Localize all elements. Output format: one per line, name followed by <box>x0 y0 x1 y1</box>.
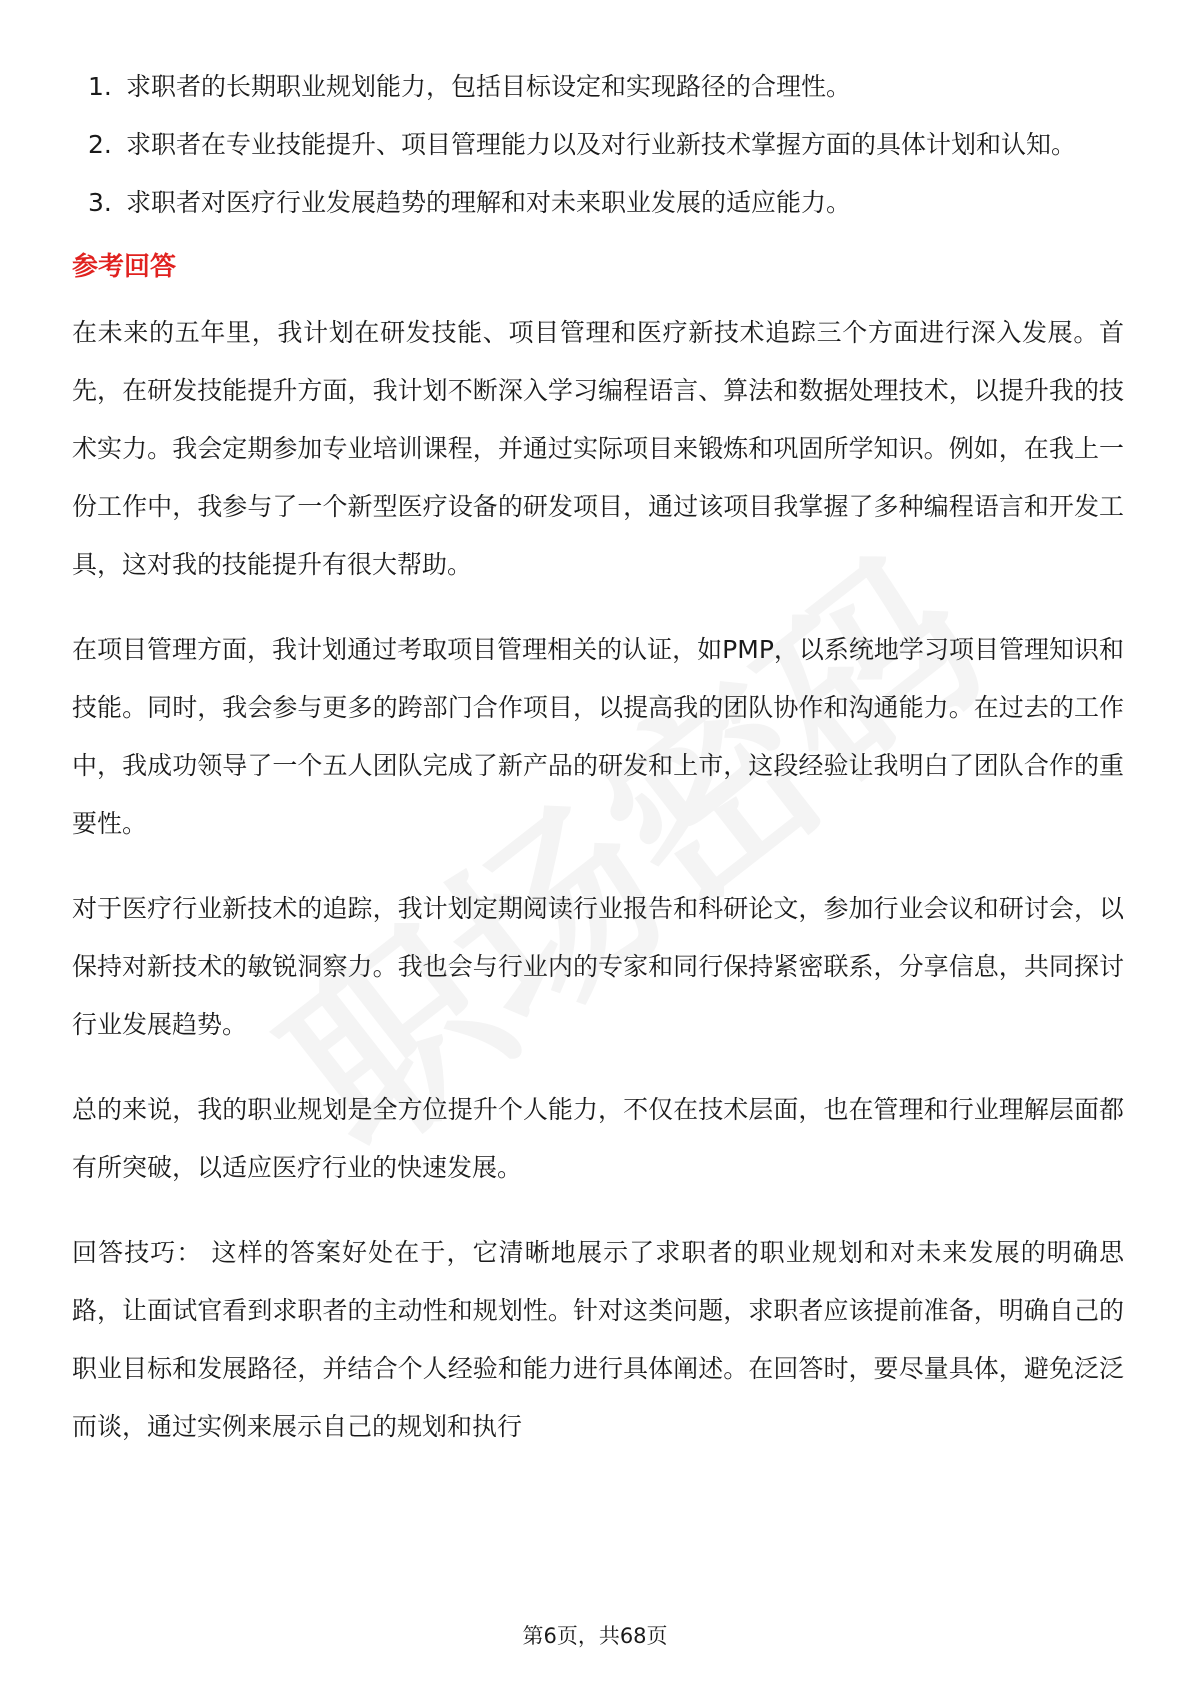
list-item-text: 求职者对医疗行业发展趋势的理解和对未来职业发展的适应能力。 <box>126 188 852 217</box>
page-content <box>72 58 1124 1483</box>
answer-paragraph: 在未来的五年里，我计划在研发技能、项目管理和医疗新技术追踪三个方面进行深入发展。首先，在研发技能提升方面，我计划不断深入学习编程语言、算法和数据处理技术，以提升我的技术实力。我会定期参加专业培训课程，并通过实际项目来锻炼和巩固所学知识。例如，在我上一份工作中，我参与了一个新型医疗设备的研发项目，通过该项目我掌握了多种编程语言和开发工具，这对我的技能提升有很大帮助。 <box>72 318 1124 579</box>
list-item-text: 求职者的长期职业规划能力，包括目标设定和实现路径的合理性。 <box>126 72 852 101</box>
page-number-footer: 第6页，共68页 <box>522 1624 668 1648</box>
list-item-number: 2. <box>88 130 112 159</box>
answer-tips-paragraph: 回答技巧： 这样的答案好处在于，它清晰地展示了求职者的职业规划和对未来发展的明确思路，让面试官看到求职者的主动性和规划性。针对这类问题，求职者应该提前准备，明确自己的职业目标和发展路径，并结合个人经验和能力进行具体阐述。在回答时，要尽量具体，避免泛泛而谈，通过实例来展示自己的规划和执行 <box>72 1238 1124 1441</box>
answer-paragraph: 对于医疗行业新技术的追踪，我计划定期阅读行业报告和科研论文，参加行业会议和研讨会，以保持对新技术的敏锐洞察力。我也会与行业内的专家和同行保持紧密联系，分享信息，共同探讨行业发展趋势。 <box>72 894 1124 1039</box>
reference-answer-heading: 参考回答 <box>72 252 177 282</box>
list-item <box>72 58 1124 116</box>
answer-paragraph: 总的来说，我的职业规划是全方位提升个人能力，不仅在技术层面，也在管理和行业理解层面都有所突破，以适应医疗行业的快速发展。 <box>72 1095 1124 1182</box>
list-item <box>72 174 1124 232</box>
list-item-number: 3. <box>88 188 112 217</box>
evaluation-criteria-list <box>72 58 1124 232</box>
list-item <box>72 116 1124 174</box>
list-item-number: 1. <box>88 72 112 101</box>
answer-paragraph: 在项目管理方面，我计划通过考取项目管理相关的认证，如PMP，以系统地学习项目管理知识和技能。同时，我会参与更多的跨部门合作项目，以提高我的团队协作和沟通能力。在过去的工作中，我成功领导了一个五人团队完成了新产品的研发和上市，这段经验让我明白了团队合作的重要性。 <box>72 635 1124 838</box>
list-item-text: 求职者在专业技能提升、项目管理能力以及对行业新技术掌握方面的具体计划和认知。 <box>126 130 1077 159</box>
